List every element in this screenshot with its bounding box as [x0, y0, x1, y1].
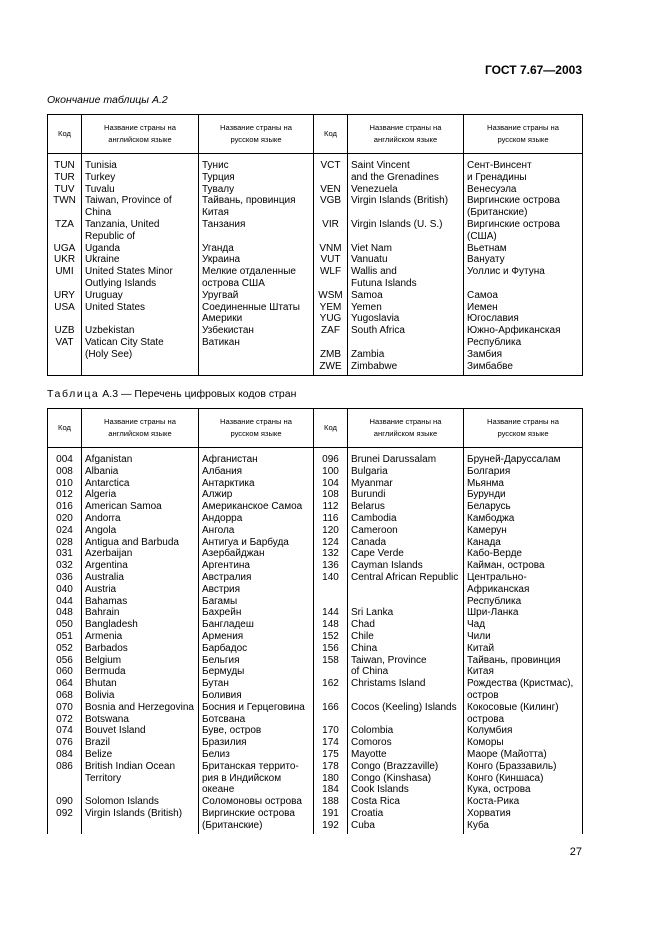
- table1-header-row: [48, 115, 583, 154]
- codes-cell: TUN TUR TUV TWN TZA UGA UKR UMI URY USA UZB VAT: [48, 154, 82, 376]
- codes-cell: 096 100 104 108 112 116 120 124 132 136 140 144 148 152 156 158 162 166 170 174 175 178 180 184 188 191 192: [314, 448, 348, 834]
- codes-cell: 004 008 010 012 016 020 024 028 031 032 036 040 044 048 050 051 052 056 060 064 068 070 072 074 076 084 086 090 092: [48, 448, 82, 834]
- col-code: Код: [48, 115, 82, 154]
- table-a3-numeric-codes: [47, 408, 583, 834]
- col-name-russian-2: Название страны на русском языке: [464, 115, 583, 154]
- russian-names-cell: Бруней-Даруссалам Болгария Мьянма Бурунди Беларусь Камбоджа Камерун Канада Кабо-Верде Кайман, острова Центрально- Африканская Республика Шри-Ланка Чад Чили Китай Тайвань, провинция Китая Рождества (Кристмас), остров Кокосовые (Килинг) острова Колумбия Коморы Маоре (Майотта) Конго (Браззавиль) Конго (Киншаса) Кука, острова Коста-Рика Хорватия Куба: [464, 448, 583, 834]
- page-number: 27: [569, 846, 582, 858]
- russian-names-cell: Афганистан Албания Антарктика Алжир Американское Самоа Андорра Ангола Антигуа и Барбуда Азербайджан Аргентина Австралия Австрия Багамы Бахрейн Бангладеш Армения Барбадос Бельгия Бермуды Бутан Боливия Босния и Герцеговина Ботсвана Буве, остров Бразилия Белиз Британская террито- рия в Индийском океане Соломоновы острова Виргинские острова (Британские): [199, 448, 314, 834]
- table-row: [48, 448, 583, 834]
- col-name-english: Название страны на английском языке: [82, 115, 199, 154]
- standard-designation: ГОСТ 7.67—2003: [484, 63, 582, 77]
- table1-caption: Окончание таблицы А.2: [47, 94, 168, 106]
- table-row: [48, 154, 583, 376]
- col-name-russian-2: Название страны на русском языке: [464, 409, 583, 448]
- russian-names-cell: Тунис Турция Тувалу Тайвань, провинция Китая Танзания Уганда Украина Мелкие отдаленные острова США Уругвай Соединенные Штаты Америки Узбекистан Ватикан: [199, 154, 314, 376]
- table2-caption-label: Таблица: [47, 388, 100, 400]
- col-name-english-2: Название страны на английском языке: [348, 115, 464, 154]
- table2-caption: [47, 388, 296, 400]
- table2-header-row: [48, 409, 583, 448]
- col-code-2: Код: [314, 409, 348, 448]
- english-names-cell: Brunei Darussalam Bulgaria Myanmar Burundi Belarus Cambodia Cameroon Canada Cape Verde Cayman Islands Central African Republic Sri Lanka Chad Chile China Taiwan, Province of China Christams Island Cocos (Keeling) Islands Colombia Comoros Mayotte Congo (Brazzaville) Congo (Kinshasa) Cook Islands Costa Rica Croatia Cuba: [348, 448, 464, 834]
- russian-names-cell: Сент-Винсент и Гренадины Венесуэла Виргинские острова (Британские) Виргинские острова (США) Вьетнам Вануату Уоллис и Футуна Самоа Иемен Югославия Южно-Арфиканская Республика Замбия Зимбабве: [464, 154, 583, 376]
- english-names-cell: Afganistan Albania Antarctica Algeria American Samoa Andorra Angola Antigua and Barbuda Azerbaijan Argentina Australia Austria Bahamas Bahrain Bangladesh Armenia Barbados Belgium Bermuda Bhutan Bolivia Bosnia and Herzegovina Botswana Bouvet Island Brazil Belize British Indian Ocean Territory Solomon Islands Virgin Islands (British): [82, 448, 199, 834]
- english-names-cell: Tunisia Turkey Tuvalu Taiwan, Province of China Tanzania, United Republic of Uganda Ukraine United States Minor Outlying Islands Uruguay United States Uzbekistan Vatican City State (Holy See): [82, 154, 199, 376]
- col-code: Код: [48, 409, 82, 448]
- col-name-english: Название страны на английском языке: [82, 409, 199, 448]
- col-name-russian: Название страны на русском языке: [199, 409, 314, 448]
- table-a2-continuation: [47, 114, 583, 376]
- english-names-cell: Saint Vincent and the Grenadines Venezuela Virgin Islands (British) Virgin Islands (U. S.) Viet Nam Vanuatu Wallis and Futuna Islands Samoa Yemen Yugoslavia South Africa Zambia Zimbabwe: [348, 154, 464, 376]
- col-code-2: Код: [314, 115, 348, 154]
- codes-cell: VCT VEN VGB VIR VNM VUT WLF WSM YEM YUG ZAF ZMB ZWE: [314, 154, 348, 376]
- table2-caption-text: А.3 — Перечень цифровых кодов стран: [99, 388, 297, 400]
- col-name-russian: Название страны на русском языке: [199, 115, 314, 154]
- col-name-english-2: Название страны на английском языке: [348, 409, 464, 448]
